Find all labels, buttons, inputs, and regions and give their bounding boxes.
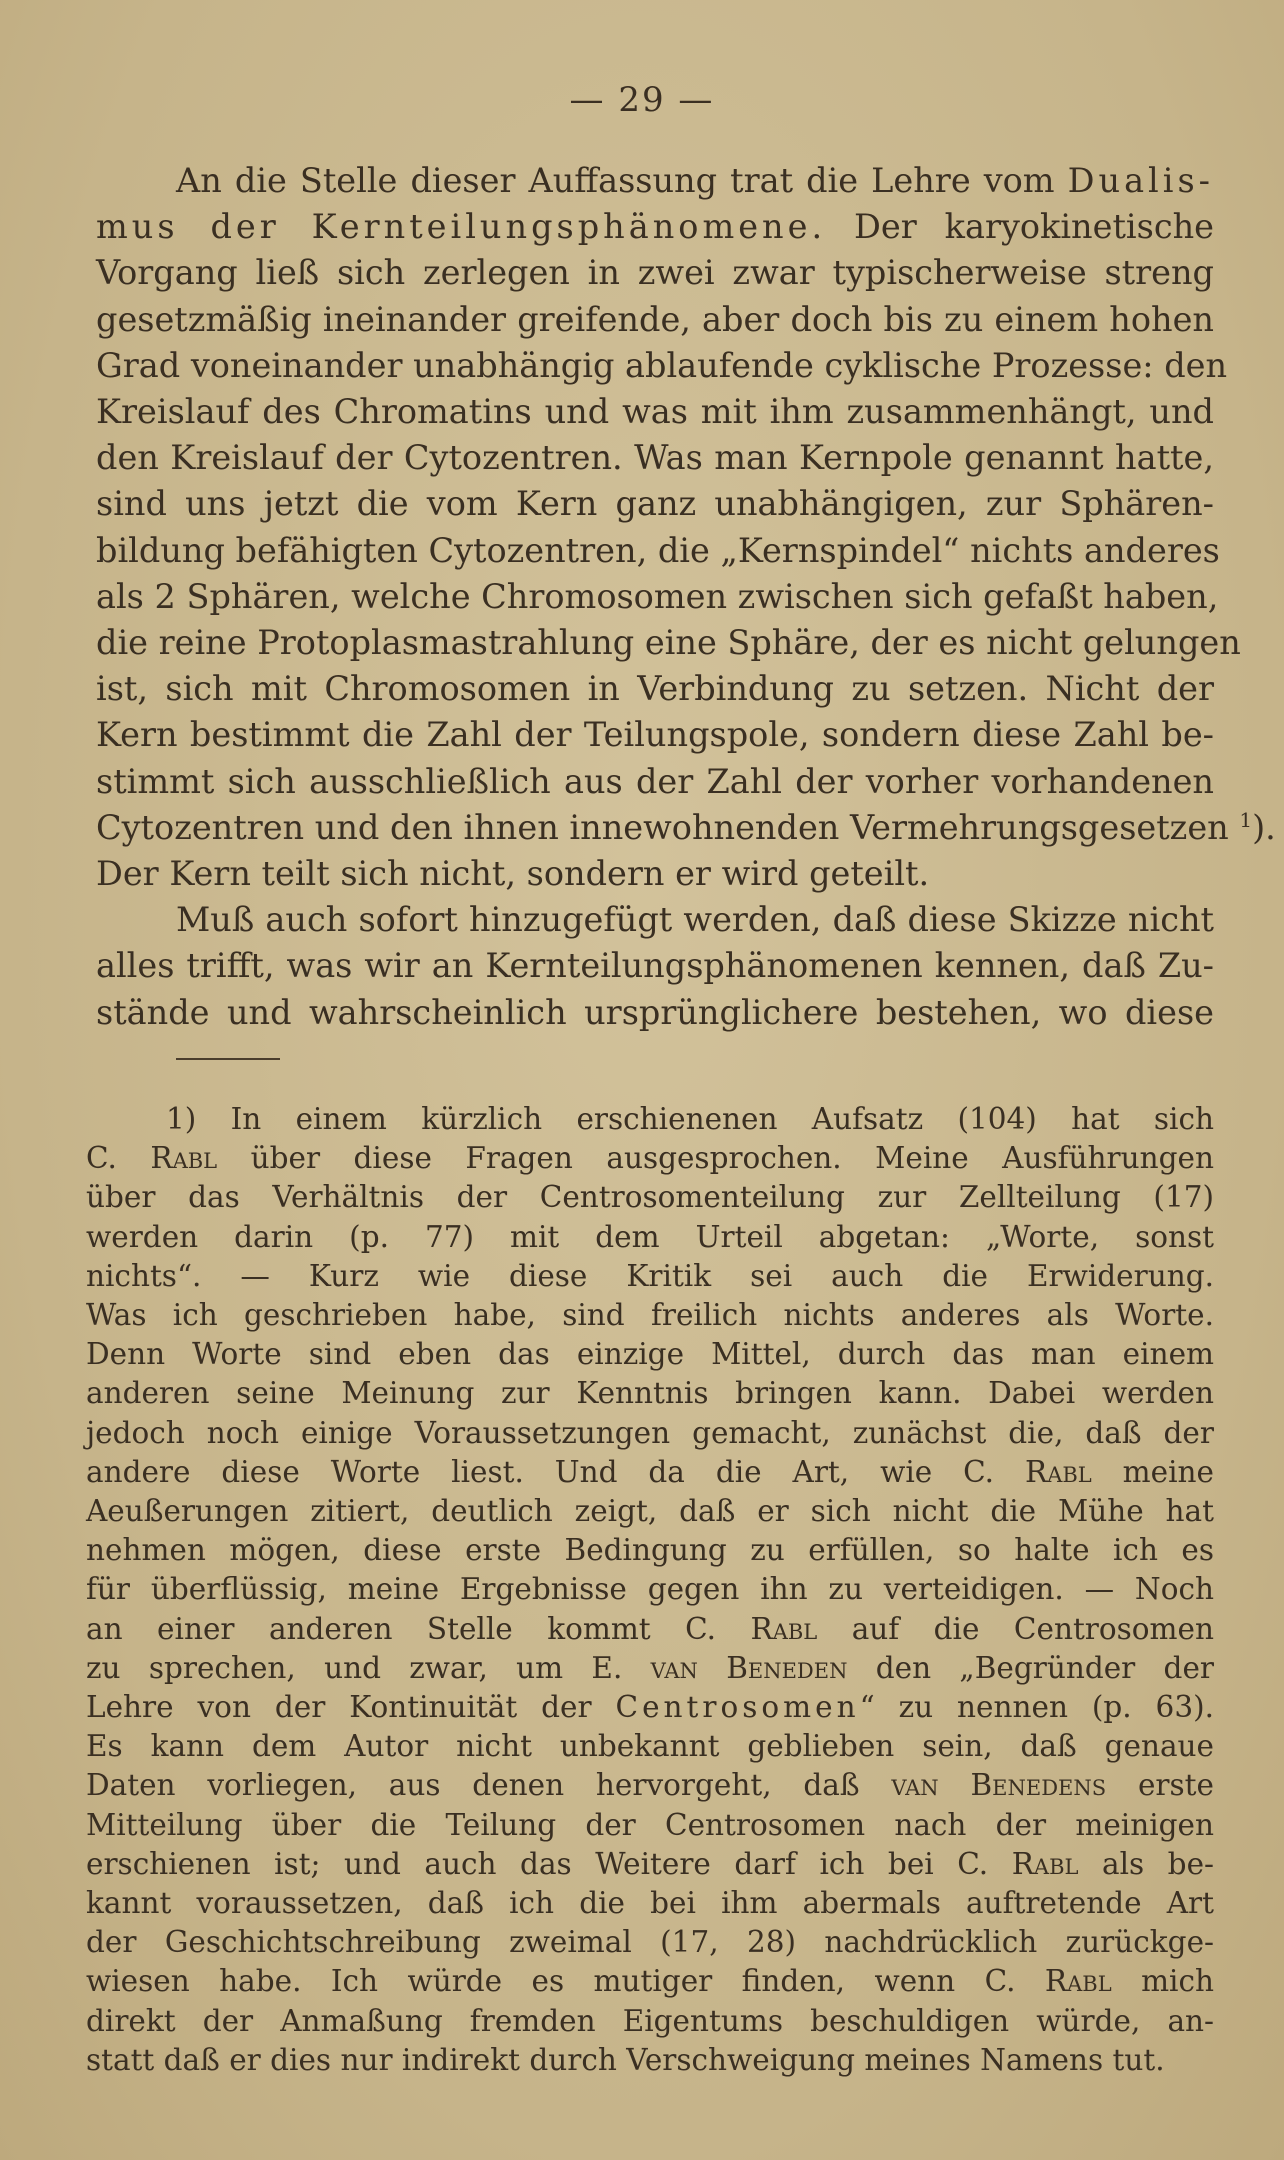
text-run: den „Begründer der [847,1650,1215,1685]
text-run: über das Verhältnis der Centrosomenteilung zur Zellteilung (17) [86,1180,1214,1215]
text-run: der Geschichtschreibung zweimal (17, 28) nachdrücklich zurückge- [86,1925,1214,1960]
text-run: 1) In einem kürzlich erschienenen Aufsatz (104) hat sich [166,1102,1214,1136]
footnote-line [86,1453,1214,1492]
body-line [96,297,1214,343]
text-run: auf die Centrosomen [817,1611,1214,1646]
text-run: ). [1252,807,1276,847]
text-run: für überflüssig, meine Ergebnisse gegen ihn zu verteidigen. — Noch [86,1572,1214,1607]
text-run: wiesen habe. Ich würde es mutiger finden, wenn C. [86,1964,1045,1999]
text-run: Der karyokinetische [826,207,1214,247]
text-run: nehmen mögen, diese erste Bedingung zu erfüllen, so halte ich es [86,1533,1214,1568]
text-run: über diese Fragen ausgesprochen. Meine Ausführungen [217,1141,1214,1176]
text-run: Kreislauf des Chromatins und was mit ihm zusammenhängt, und [96,392,1214,432]
text-run: mich [1111,1964,1214,1999]
text-run: alles trifft, was wir an Kernteilungsphänomenen kennen, daß Zu- [96,946,1214,986]
footnote-line [86,1178,1214,1217]
body-line [96,990,1214,1036]
text-run: Rabl [1011,1846,1079,1881]
text-run: Rabl [150,1141,218,1176]
body-line [96,158,1214,204]
text-run: Lehre von der Kontinuität der [86,1690,616,1725]
text-run: An die Stelle dieser Auffassung trat die Lehre vom [176,161,1068,200]
text-run: kannt voraussetzen, daß ich die bei ihm abermals auftretende Art [86,1886,1214,1921]
body-line [96,666,1214,712]
footnote-line [86,1845,1214,1884]
footnote-line [86,1649,1214,1688]
footnote-line [86,1570,1214,1609]
text-run: Dualis- [1067,161,1214,200]
body-line [96,250,1214,296]
page-number: — 29 — [569,80,715,120]
text-run: Kern bestimmt die Zahl der Teilungspole, sondern diese Zahl be- [96,715,1214,755]
text-run: Es kann dem Autor nicht unbekannt geblieben sein, daß genaue [86,1729,1214,1764]
body-line [96,805,1276,851]
body-line [96,528,1220,574]
main-text-block [96,158,1276,1036]
text-run: die reine Protoplasmastrahlung eine Sphäre, der es nicht gelungen [96,623,1241,663]
text-run: van Benedens [891,1768,1107,1803]
footnote-line [86,1531,1214,1570]
text-run: werden darin (p. 77) mit dem Urteil abgetan: „Worte, sonst [86,1219,1214,1254]
footnote-line [86,1806,1214,1845]
text-run: als be- [1078,1846,1214,1881]
text-run: andere diese Worte liest. Und da die Art, wie C. [86,1454,1025,1489]
body-line [96,712,1214,758]
text-run: Cytozentren und den ihnen innewohnenden Vermehrungsgesetzen [96,807,1240,847]
text-run: mus der Kernteilungsphänomene. [96,207,827,247]
body-line [96,204,1214,250]
footnote-line [86,1100,1214,1139]
text-run: Denn Worte sind eben das einzige Mittel, durch das man einem [86,1337,1214,1372]
footnote-line [86,2041,1214,2080]
text-run: nichts“. — Kurz wie diese Kritik sei auch die Erwiderung. [86,1258,1214,1293]
body-line [96,897,1214,943]
footnote-line [86,1335,1214,1374]
text-run: Aeußerungen zitiert, deutlich zeigt, daß er sich nicht die Mühe hat [86,1494,1214,1529]
text-run: stände und wahrscheinlich ursprünglichere bestehen, wo diese [96,992,1214,1032]
text-run: Rabl [1044,1964,1112,1999]
body-line [96,851,1214,897]
footnote-line [86,1257,1214,1296]
text-run: Centrosomen [615,1690,860,1725]
text-run: sind uns jetzt die vom Kern ganz unabhängigen, zur Sphären- [96,484,1214,524]
body-line [96,759,1214,805]
text-run: als 2 Sphären, welche Chromosomen zwischen sich gefaßt haben, [96,576,1219,616]
footnote-line [86,1923,1214,1962]
text-run: Daten vorliegen, aus denen hervorgeht, daß [86,1768,892,1803]
text-run: Rabl [1024,1454,1092,1489]
footnote-line [86,1884,1214,1923]
footnote-line [86,1727,1214,1766]
text-run: bildung befähigten Cytozentren, die „Kernspindel“ nichts anderes [96,530,1220,570]
body-line [96,435,1214,481]
footnote-line [86,2002,1214,2041]
text-run: den Kreislauf der Cytozentren. Was man Kernpole genannt hatte, [96,438,1214,478]
footnote-line [86,1610,1214,1649]
text-run: statt daß er dies nur indirekt durch Verschweigung meines Namens tut. [86,2042,1165,2077]
footnote-line [86,1296,1214,1335]
footnote-block [86,1100,1214,2080]
text-run: “ zu nennen (p. 63). [859,1690,1214,1725]
text-run: C. [86,1141,151,1176]
body-line [96,481,1214,527]
footnote-ref: 1 [1239,807,1253,832]
footnote-line [86,1414,1214,1453]
text-run: gesetzmäßig ineinander greifende, aber doch bis zu einem hohen [96,299,1214,339]
text-run: Muß auch sofort hinzugefügt werden, daß diese Skizze nicht [176,900,1214,940]
body-line [96,943,1214,989]
text-run: Mitteilung über die Teilung der Centrosomen nach der meinigen [86,1807,1214,1842]
body-line [96,343,1228,389]
text-run: direkt der Anmaßung fremden Eigentums beschuldigen würde, an- [86,2003,1214,2038]
text-run: van Beneden [650,1650,848,1685]
text-run: zu sprechen, und zwar, um E. [86,1650,651,1685]
text-run: anderen seine Meinung zur Kenntnis bringen kann. Dabei werden [86,1376,1214,1411]
text-run: erschienen ist; und auch das Weitere darf ich bei C. [86,1846,1012,1881]
text-run: Rabl [750,1611,818,1646]
footnote-line [86,1218,1214,1257]
text-run: Was ich geschrieben habe, sind freilich nichts anderes als Worte. [86,1298,1214,1333]
text-run: Der Kern teilt sich nicht, sondern er wird geteilt. [96,854,930,894]
footnote-line [86,1962,1214,2001]
footnote-line [86,1688,1214,1727]
footnote-line [86,1492,1214,1531]
text-run: meine [1091,1454,1214,1489]
body-line [96,574,1219,620]
text-run: Vorgang ließ sich zerlegen in zwei zwar typischerweise streng [96,253,1214,293]
footnote-line [86,1139,1214,1178]
footnote-line [86,1766,1214,1805]
text-run: an einer anderen Stelle kommt C. [86,1611,751,1646]
text-run: ist, sich mit Chromosomen in Verbindung zu setzen. Nicht der [96,669,1214,709]
text-run: jedoch noch einige Voraussetzungen gemacht, zunächst die, daß der [86,1415,1214,1450]
body-line [96,389,1214,435]
text-run: erste [1106,1768,1214,1803]
footnote-separator [176,1058,280,1060]
body-line [96,620,1241,666]
text-run: Grad voneinander unabhängig ablaufende cyklische Prozesse: den [96,345,1228,385]
text-run: stimmt sich ausschließlich aus der Zahl der vorher vorhandenen [96,761,1214,801]
footnote-line [86,1374,1214,1413]
